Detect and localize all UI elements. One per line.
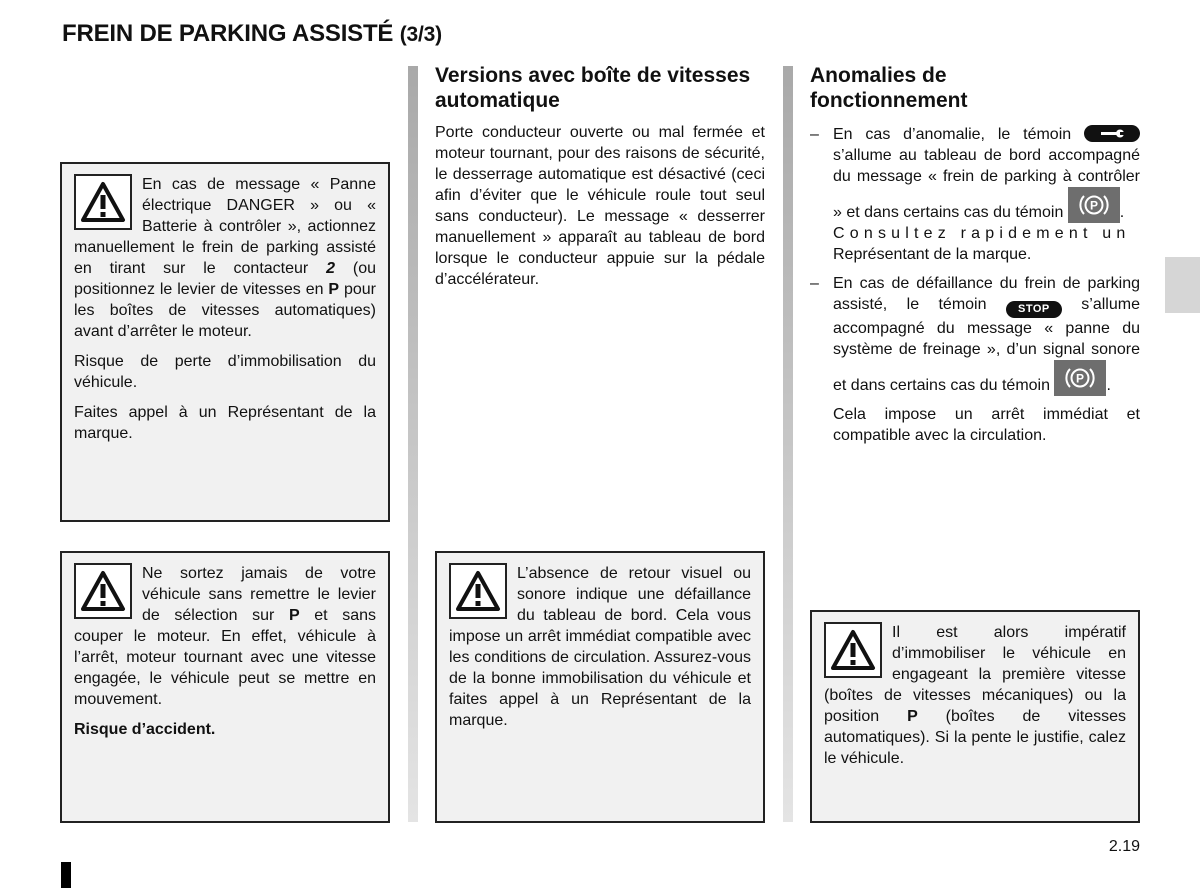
section-body: Porte conducteur ouverte ou mal fermée et moteur tournant, pour des raisons de sécurité, le desserrage automatique est désactivé (ceci afin d’éviter que le véhicule roule tout seul sans conducteur). Le message « desserrer manuellement » apparaît au tableau de bord lorsque le conducteur appuie sur la pédale d’accélérateur.: [435, 124, 765, 288]
svg-text:P: P: [1089, 198, 1098, 213]
warning-box-dashboard: [435, 551, 765, 823]
warning-triangle-icon: [74, 563, 132, 619]
page-title: FREIN DE PARKING ASSISTÉ (3/3): [62, 20, 442, 47]
page-number: 2.19: [1108, 838, 1140, 855]
warning-text: Ne sortez jamais de votre véhicule sans remettre le levier de sélection sur P et sans couper le moteur. En effet, véhicule à l’arrêt, moteur tournant avec une vitesse engagée, le véhicule peut se mettre en mouvement.: [74, 565, 376, 708]
warning-triangle-icon: [74, 174, 132, 230]
stop-icon: STOP: [1006, 301, 1062, 318]
warning-box-immobilise: [810, 610, 1140, 823]
page-title-suffix: (3/3): [399, 23, 442, 46]
svg-text:P: P: [1076, 371, 1085, 386]
list-item-note: Cela impose un arrêt immédiat et compatible avec la circulation.: [833, 406, 1140, 444]
list-item: – En cas de défaillance du frein de parking assisté, le témoin STOP s’allume accompagné du message « panne du système de freinage », d’un signal sonore et dans certains cas du témoin P . Cela impose un arrêt immédiat et compatible avec la circulation.: [810, 275, 1140, 444]
wrench-icon: [1084, 125, 1140, 142]
warning-text: L’absence de retour visuel ou sonore indique une défaillance du tableau de bord. Cela vous impose un arrêt immédiat compatible avec les conditions de circulation. Assurez-vous de la bonne immobilisation du véhicule et faites appel à un Représentant de la marque.: [449, 565, 751, 729]
warning-text: Il est alors impératif d’immobiliser le véhicule en engageant la première vitesse (boîtes de vitesses mécaniques) ou la position P (boîtes de vitesses automatiques). Si la pente le justifie, calez le véhicule.: [824, 624, 1127, 767]
section-automatic: [435, 63, 765, 290]
warning-text: Risque de perte d’immobilisation du véhicule.: [74, 353, 376, 391]
warning-text: En cas de message « Panne électrique DANGER » ou « Batterie à contrôler », actionnez manuellement le frein de parking assisté en tirant sur le contacteur 2 (ou positionnez le levier de vitesses en P pour les boîtes de vitesses automatiques) avant d’arrêter le moteur.: [74, 176, 376, 340]
warning-text: Faites appel à un Représentant de la marque.: [74, 404, 376, 442]
anomaly-list: [810, 124, 1140, 446]
section-heading: Anomalies de fonctionnement: [810, 64, 968, 112]
warning-box-leave-vehicle: [60, 551, 390, 823]
list-item: – En cas d’anomalie, le témoin s’allume au tableau de bord accompagné du message « frein de parking à contrôler » et dans certains cas du témoin P . Consultez rapidement un Représentant de la marque.: [810, 126, 1140, 263]
warning-triangle-icon: [824, 622, 882, 678]
section-anomalies: [810, 63, 1140, 454]
column-divider-bar: [408, 66, 418, 822]
warning-text-bold: Risque d’accident.: [74, 721, 216, 738]
parking-brake-icon: [1068, 187, 1120, 223]
warning-box-power-failure: [60, 162, 390, 522]
column-divider-bar: [783, 66, 793, 822]
section-heading: Versions avec boîte de vitesses automatique: [435, 64, 751, 112]
page-edge-mark: [61, 862, 71, 888]
warning-triangle-icon: [449, 563, 507, 619]
section-tab: [1165, 257, 1200, 313]
parking-brake-icon: [1054, 360, 1106, 396]
